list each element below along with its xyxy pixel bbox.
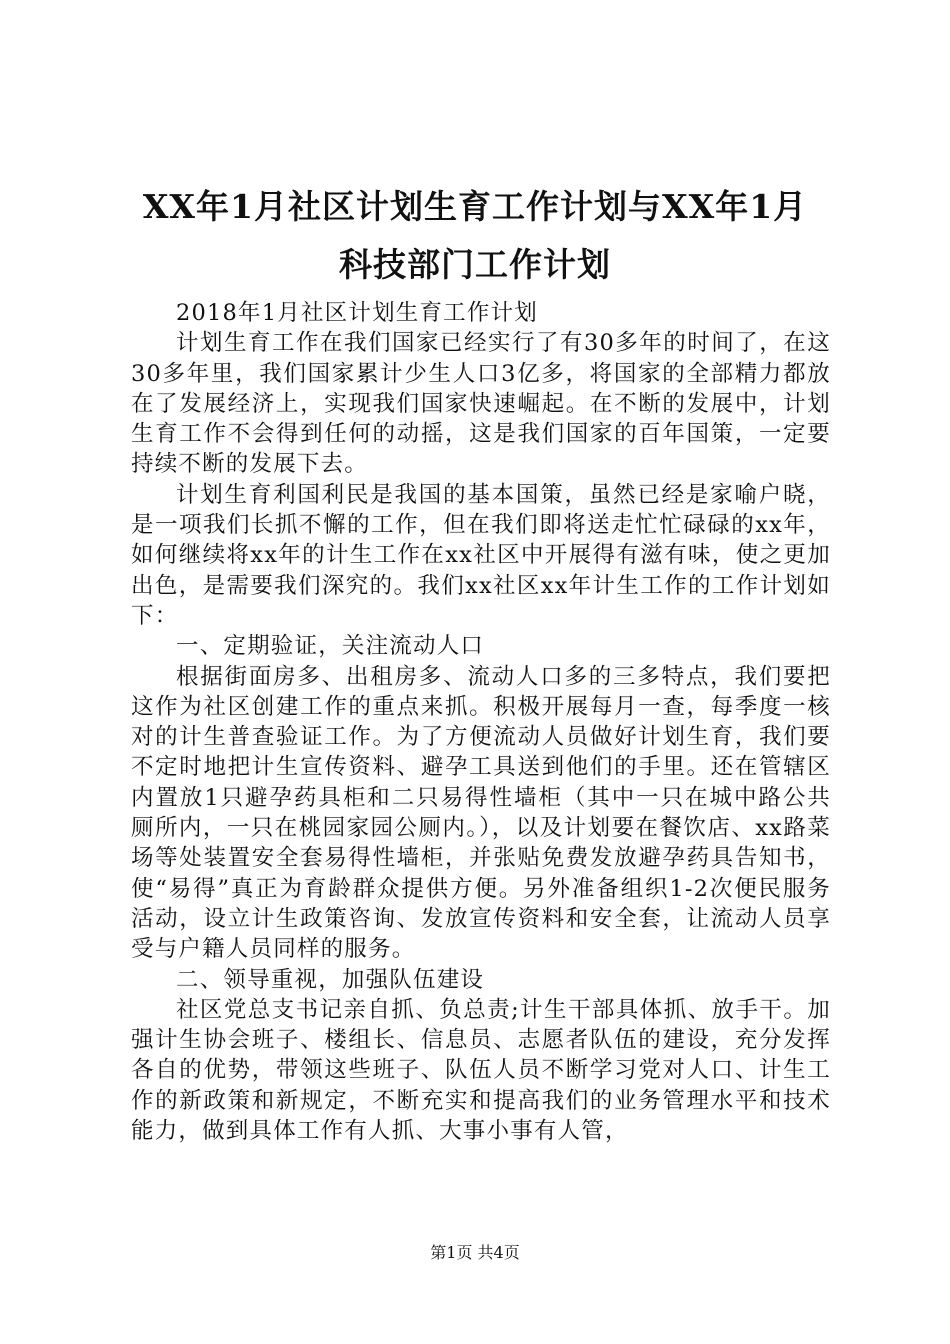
page-footer: 第1页 共4页	[430, 1243, 520, 1262]
document-title	[100, 178, 850, 294]
paragraph: 社区党总支书记亲自抓、负总责;计生干部具体抓、放手干。加强计生协会班子、楼组长、信息员、志愿者队伍的建设，充分发挥各自的优势，带领这些班子、队伍人员不断学习党对人口、计生工作的新政策和新规定，不断充实和提高我们的业务管理水平和技术能力，做到具体工作有人抓、大事小事有人管，	[131, 996, 831, 1145]
title-line-1: XX年1月社区计划生育工作计划与XX年1月	[142, 187, 808, 226]
paragraph: 计划生育工作在我们国家已经实行了有30多年的时间了，在这30多年里，我们国家累计少生人口3亿多，将国家的全部精力都放在了发展经济上，实现我们国家快速崛起。在不断的发展中，计划生育工作不会得到任何的动摇，这是我们国家的百年国策，一定要持续不断的发展下去。	[131, 330, 831, 478]
paragraph: 根据街面房多、出租房多、流动人口多的三多特点，我们要把这作为社区创建工作的重点来抓。积极开展每月一查，每季度一核对的计生普查验证工作。为了方便流动人员做好计划生育，我们要不定时地把计生宣传资料、避孕工具送到他们的手里。还在管辖区内置放1只避孕药具柜和二只易得性墙柜（其中一只在城中路公共厕所内，一只在桃园家园公厕内。），以及计划要在餐饮店、xx路菜场等处装置安全套易得性墙柜，并张贴免费发放避孕药具告知书，使“易得”真正为育龄群众提供方便。另外准备组织1-2次便民服务活动，设立计生政策咨询、发放宣传资料和安全套，让流动人员享受与户籍人员同样的服务。	[131, 663, 831, 963]
section-heading: 二、领导重视，加强队伍建设	[176, 966, 485, 993]
title-line-2: 科技部门工作计划	[339, 245, 611, 284]
section-heading: 2018年1月社区计划生育工作计划	[176, 300, 538, 326]
section-heading: 一、定期验证，关注流动人口	[176, 633, 485, 660]
paragraph: 计划生育利国利民是我国的基本国策，虽然已经是家喻户晓，是一项我们长抓不懈的工作，但在我们即将送走忙忙碌碌的xx年，如何继续将xx年的计生工作在xx社区中开展得有滋有味，使之更加出色，是需要我们深究的。我们xx社区xx年计生工作的工作计划如下：	[131, 481, 831, 629]
document-body	[131, 298, 831, 1146]
